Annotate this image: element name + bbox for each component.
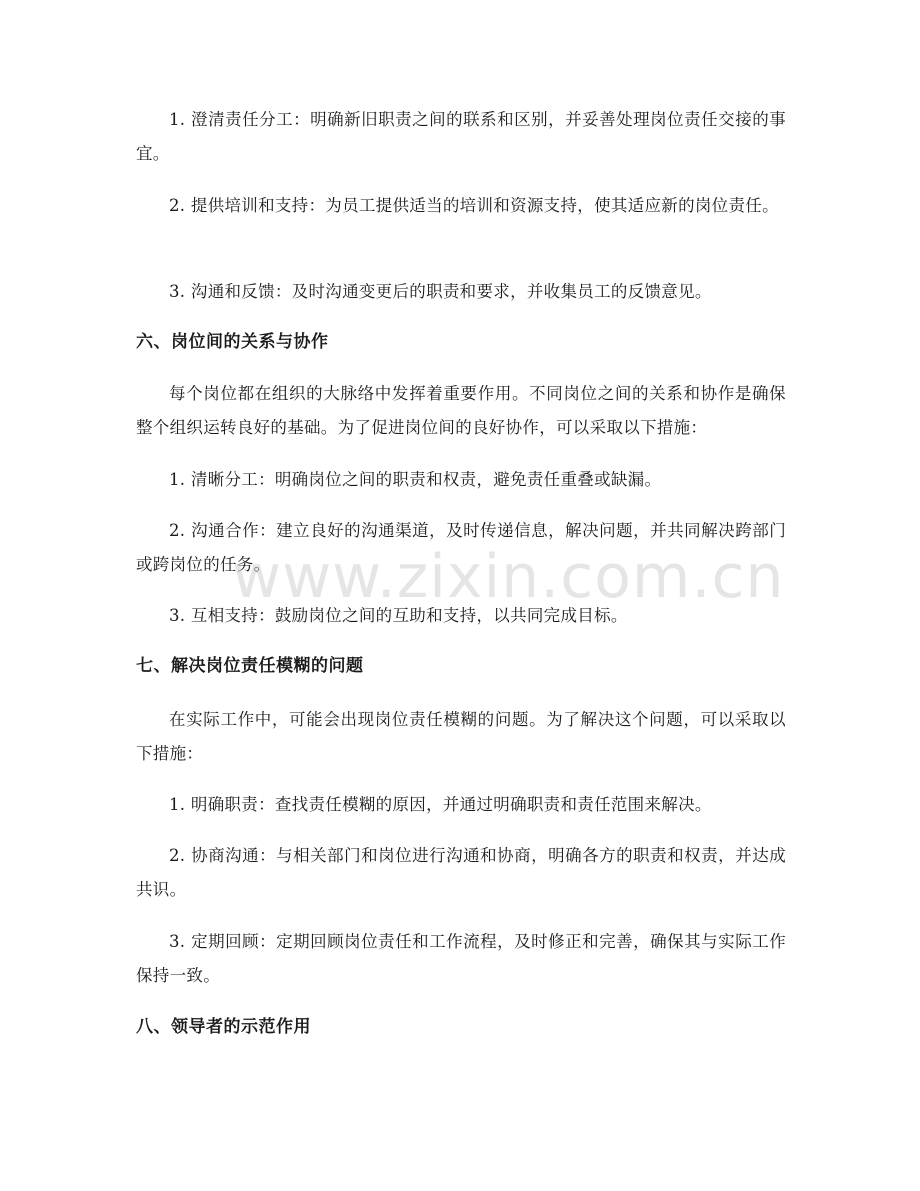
watermark-text: www.zixin.com.cn [232,542,785,612]
list-item: 2. 提供培训和支持：为员工提供适当的培训和资源支持，使其适应新的岗位责任。 [169,196,779,215]
list-item: 1. 澄清责任分工：明确新旧职责之间的联系和区别，并妥善处理岗位责任交接的事宜。 [136,110,786,163]
list-item: 2. 沟通合作：建立良好的沟通渠道，及时传递信息，解决问题，并共同解决跨部门或跨岗位的任务。 [136,521,786,574]
section-heading-six: 六、岗位间的关系与协作 [136,332,329,352]
list-item: 3. 定期回顾：定期回顾岗位责任和工作流程，及时修正和完善，确保其与实际工作保持一致。 [136,932,786,985]
list-item: 3. 沟通和反馈：及时沟通变更后的职责和要求，并收集员工的反馈意见。 [169,282,712,301]
paragraph-seven-intro: 在实际工作中，可能会出现岗位责任模糊的问题。为了解决这个问题，可以采取以下措施： [136,710,786,763]
list-item: 1. 清晰分工：明确岗位之间的职责和权责，避免责任重叠或缺漏。 [169,470,662,489]
section-heading-eight: 八、领导者的示范作用 [136,1017,311,1037]
paragraph-six-intro: 每个岗位都在组织的大脉络中发挥着重要作用。不同岗位之间的关系和协作是确保整个组织运转良好的基础。为了促进岗位间的良好协作，可以采取以下措施： [136,384,786,437]
list-item: 1. 明确职责：查找责任模糊的原因，并通过明确职责和责任范围来解决。 [169,795,712,814]
list-item: 2. 协商沟通：与相关部门和岗位进行沟通和协商，明确各方的职责和权责，并达成共识。 [136,846,786,899]
list-item: 3. 互相支持：鼓励岗位之间的互助和支持，以共同完成目标。 [169,606,628,625]
section-heading-seven: 七、解决岗位责任模糊的问题 [136,656,364,676]
